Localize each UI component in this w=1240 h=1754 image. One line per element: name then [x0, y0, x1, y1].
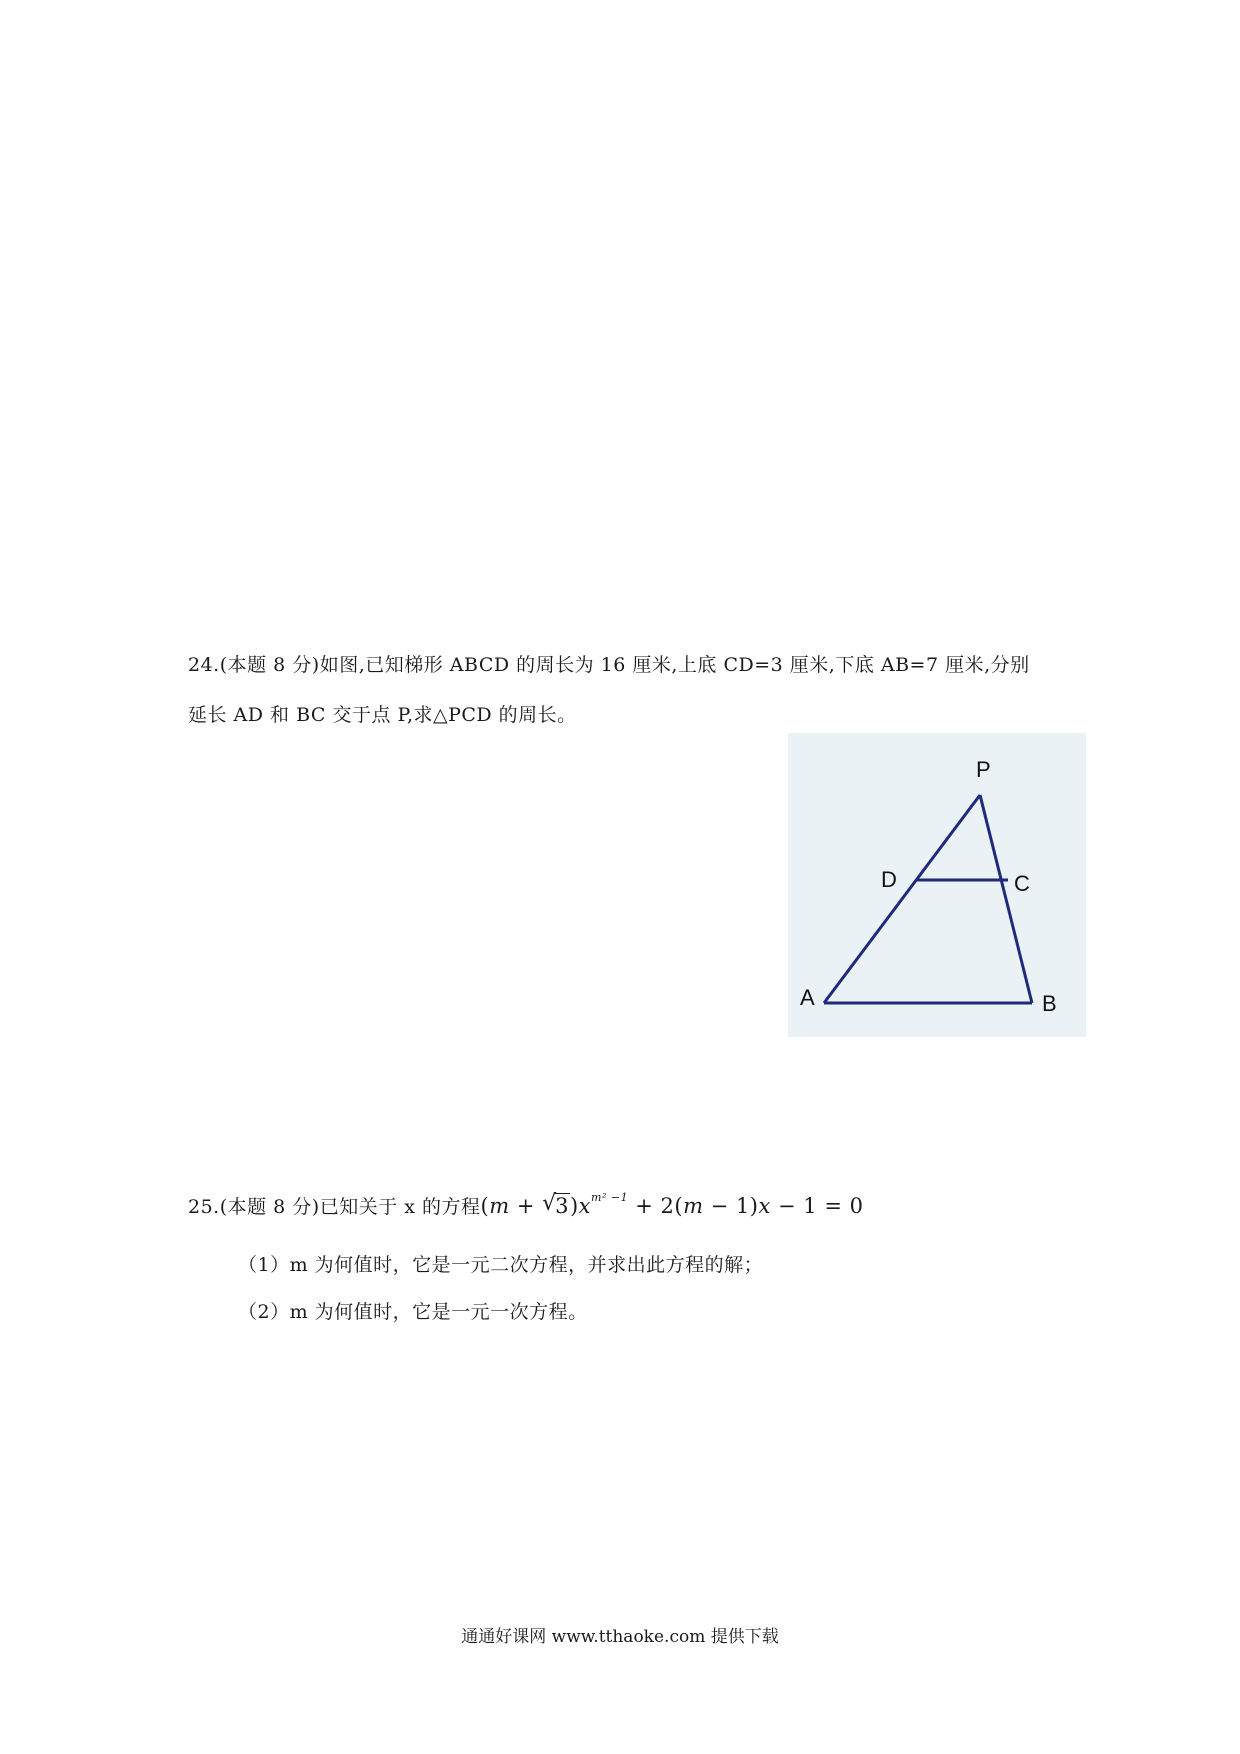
question-25-text [188, 1191, 863, 1219]
question-24-text-line-1: 24.(本题 8 分)如图,已知梯形 ABCD 的周长为 16 厘米,上底 CD=3 厘米,下底 AB=7 厘米,分别 [188, 654, 1030, 676]
trapezoid-figure [788, 733, 1086, 1037]
label-c: C [1014, 871, 1030, 896]
label-d: D [881, 867, 897, 892]
label-b: B [1042, 991, 1057, 1016]
equation-exponent: m² −1 [591, 1191, 629, 1204]
question-25-part-1: （1）m 为何值时，它是一元二次方程，并求出此方程的解； [238, 1254, 764, 1276]
footer-text: 通通好课网 www.tthaoke.com 提供下载 [461, 1627, 779, 1647]
question-24-text-line-2: 延长 AD 和 BC 交于点 P,求△PCD 的周长。 [188, 704, 577, 726]
label-a: A [800, 985, 815, 1010]
question-25-prefix: 25.(本题 8 分)已知关于 x 的方程 [188, 1196, 481, 1218]
question-25-part-2: （2）m 为何值时，它是一元一次方程。 [238, 1301, 588, 1323]
trapezoid-diagram [788, 733, 1086, 1037]
question-25-equation: (m + √ $3)x^{m^2 -1} + 2(m - 1)x - 1 = 0$ [480, 1191, 864, 1218]
sqrt-symbol: √ 3 [542, 1191, 569, 1218]
label-p: P [976, 757, 991, 782]
